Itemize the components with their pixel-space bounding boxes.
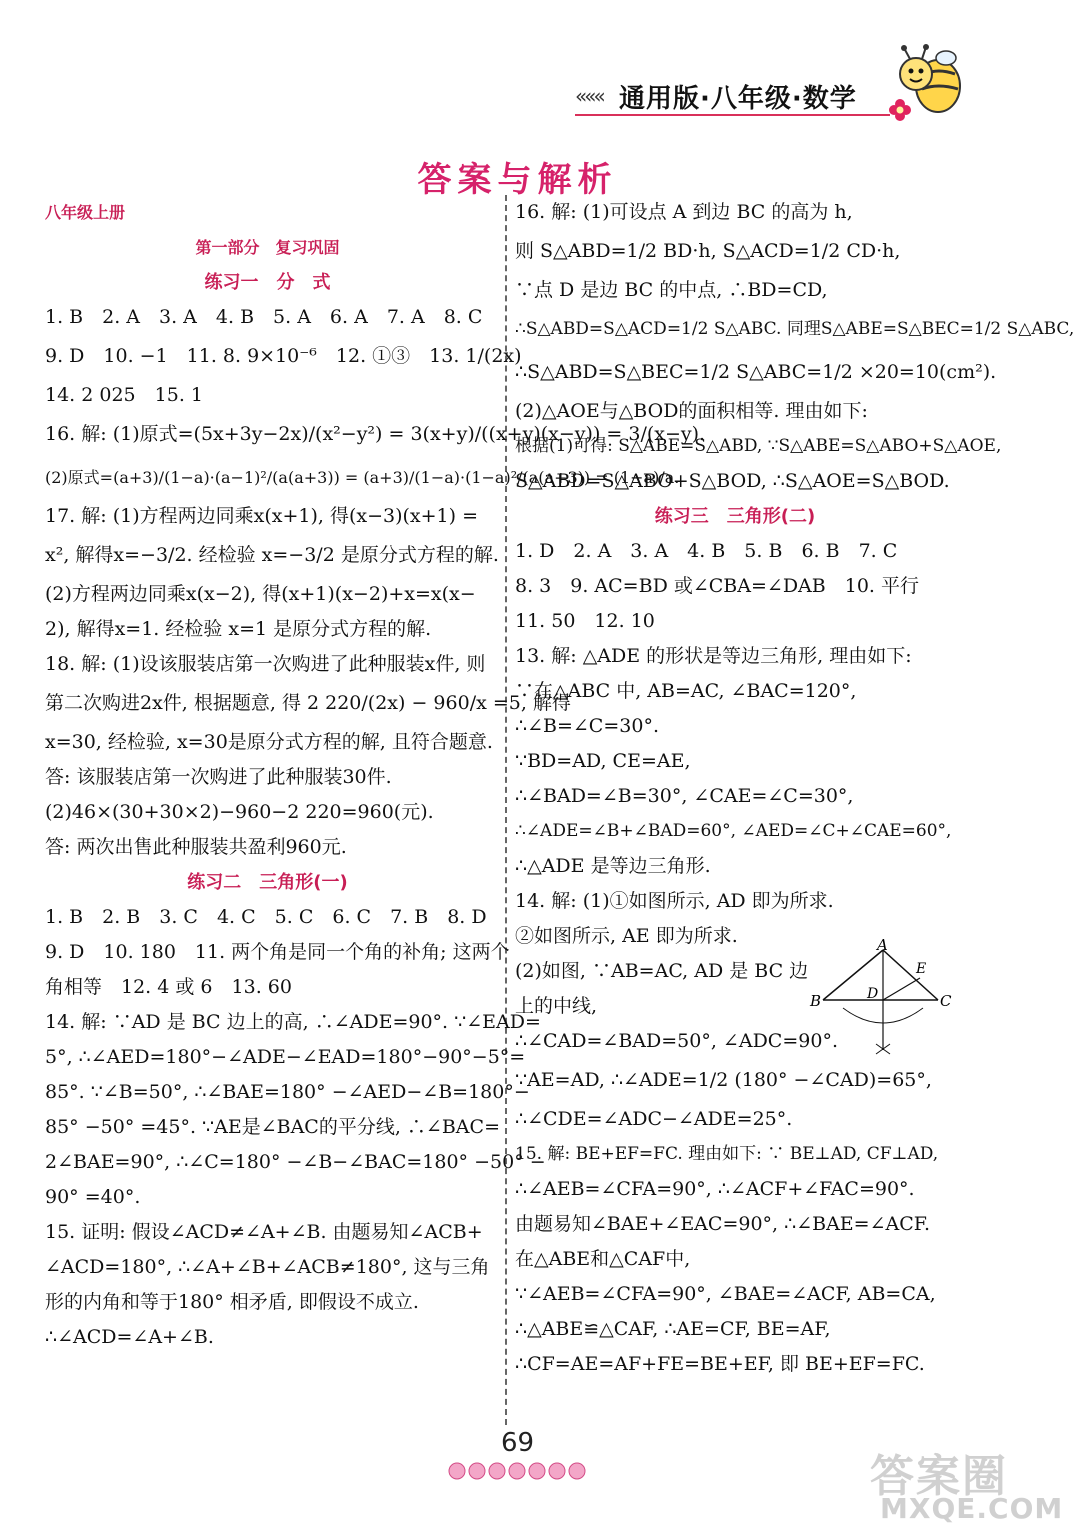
answer-line: 2), 解得x=1. 经检验 x=1 是原分式方程的解. — [45, 618, 432, 640]
answer-line: x², 解得x=−3/2. 经检验 x=−3/2 是原分式方程的解. — [45, 544, 499, 566]
answer-line: 第二次购进2x件, 根据题意, 得 2 220/(2x) − 960/x =5, 解得 — [45, 692, 571, 714]
answer-line: 8. 3 9. AC=BD 或∠CBA=∠DAB 10. 平行 — [515, 575, 919, 597]
answer-line: 16. 解: (1)原式=(5x+3y−2x)/(x²−y²) = 3(x+y)/((x+y)(x−y)) = 3/(x−y). — [45, 423, 706, 445]
answer-line: ∵AE=AD, ∴∠ADE=1/2 (180° −∠CAD)=65°, — [515, 1069, 932, 1091]
answer-line: 答: 两次出售此种服装共盈利960元. — [45, 836, 347, 858]
watermark — [870, 1440, 1064, 1530]
answer-line: 16. 解: (1)可设点 A 到边 BC 的高为 h, — [515, 201, 853, 223]
answer-line: 18. 解: (1)设该服装店第一次购进了此种服装x件, 则 — [45, 653, 486, 675]
right-column — [515, 195, 1074, 1382]
header-arrows: ««« — [575, 84, 603, 108]
answer-line: 形的内角和等于180° 相矛盾, 即假设不成立. — [45, 1291, 419, 1313]
label-c: C — [940, 992, 952, 1010]
answer-line: (2)原式=(a+3)/(1−a)·(a−1)²/(a(a+3)) = (a+3)/(1−a)·(1−a)²/(a(a+3)) = (1−a)/a. — [45, 468, 680, 487]
answer-line: ∴CF=AE=AF+FE=BE+EF, 即 BE+EF=FC. — [515, 1353, 925, 1375]
answer-line: 9. D 10. 180 11. 两个角是同一个角的补角; 这两个 — [45, 941, 510, 963]
answer-line: (2)如图, ∵AB=AC, AD 是 BC 边 — [515, 960, 809, 982]
answer-line: 1. B 2. B 3. C 4. C 5. C 6. C 7. B 8. D — [45, 906, 487, 928]
answer-line: ∴∠B=∠C=30°. — [515, 715, 659, 737]
flower-border-icon — [445, 1458, 590, 1484]
section-heading-2: 练习二 三角形(一) — [187, 872, 348, 893]
answer-line: ∵∠AEB=∠CFA=90°, ∠BAE=∠ACF, AB=CA, — [515, 1283, 936, 1305]
section-heading-1: 练习一 分 式 — [204, 272, 331, 293]
running-header — [575, 72, 895, 116]
answer-line: 14. 2 025 15. 1 — [45, 384, 203, 406]
answer-line: 在△ABE和△CAF中, — [515, 1248, 691, 1270]
answer-line: x=30, 经检验, x=30是原分式方程的解, 且符合题意. — [45, 731, 493, 753]
watermark-main: 答案圈 — [870, 1451, 1008, 1502]
label-d: D — [867, 986, 879, 1002]
answer-line: 90° =40°. — [45, 1186, 141, 1208]
answer-line: 15. 解: BE+EF=FC. 理由如下: ∵ BE⊥AD, CF⊥AD, — [515, 1144, 939, 1164]
answer-line: 2∠BAE=90°, ∴∠C=180° −∠B−∠BAC=180° −50° − — [45, 1151, 546, 1173]
answer-line: ∴∠AEB=∠CFA=90°, ∴∠ACF+∠FAC=90°. — [515, 1178, 915, 1200]
header-text: 通用版·八年级·数学 — [619, 84, 857, 114]
page-footer — [430, 1428, 605, 1488]
label-a: A — [877, 936, 888, 954]
answer-line: 85°. ∵∠B=50°, ∴∠BAE=180° −∠AED−∠B=180°− — [45, 1081, 530, 1103]
answer-line: 14. 解: ∵AD 是 BC 边上的高, ∴∠ADE=90°. ∵∠EAD= — [45, 1011, 541, 1033]
header-underline — [575, 114, 890, 116]
answer-line: 则 S△ABD=1/2 BD·h, S△ACD=1/2 CD·h, — [515, 240, 901, 262]
answer-line: 上的中线, — [515, 995, 598, 1017]
answer-line: 15. 证明: 假设∠ACD≠∠A+∠B. 由题易知∠ACB+ — [45, 1221, 483, 1243]
answer-line: 85° −50° =45°. ∵AE是∠BAC的平分线, ∴∠BAC= — [45, 1116, 500, 1138]
answer-line: ∴∠ADE=∠B+∠BAD=60°, ∠AED=∠C+∠CAE=60°, — [515, 821, 952, 841]
column-divider — [505, 195, 507, 1425]
answer-line: ②如图所示, AE 即为所求. — [515, 925, 738, 947]
answer-line: (2)方程两边同乘x(x−2), 得(x+1)(x−2)+x=x(x− — [45, 583, 476, 605]
answer-line: 14. 解: (1)①如图所示, AD 即为所求. — [515, 890, 834, 912]
answer-line: ∠ACD=180°, ∴∠A+∠B+∠ACB≠180°, 这与三角 — [45, 1256, 490, 1278]
triangle-figure — [808, 938, 958, 1058]
answer-line: (2)△AOE与△BOD的面积相等. 理由如下: — [515, 400, 868, 422]
answer-line: ∴S△ABD=S△ACD=1/2 S△ABC. 同理S△ABE=S△BEC=1/2 S△ABC, — [515, 319, 1074, 339]
answer-line: S△ABD=S△ABO+S△BOD, ∴S△AOE=S△BOD. — [515, 470, 950, 492]
answer-line: ∴∠CAD=∠BAD=50°, ∠ADC=90°. — [515, 1030, 838, 1052]
answer-line: ∵点 D 是边 BC 的中点, ∴BD=CD, — [515, 279, 828, 301]
answer-line: 11. 50 12. 10 — [515, 610, 655, 632]
section-heading-3: 练习三 三角形(二) — [654, 506, 816, 527]
answer-line: ∴∠CDE=∠ADC−∠ADE=25°. — [515, 1108, 793, 1130]
answer-line: ∴△ABE≌△CAF, ∴AE=CF, BE=AF, — [515, 1318, 831, 1340]
answer-line: 17. 解: (1)方程两边同乘x(x+1), 得(x−3)(x+1) = — [45, 505, 479, 527]
answer-line: ∴△ADE 是等边三角形. — [515, 855, 711, 877]
answer-line: 1. D 2. A 3. A 4. B 5. B 6. B 7. C — [515, 540, 898, 562]
page-title: 答案与解析 — [417, 160, 618, 200]
answer-line: 由题易知∠BAE+∠EAC=90°, ∴∠BAE=∠ACF. — [515, 1213, 931, 1235]
answer-line: 答: 该服装店第一次购进了此种服装30件. — [45, 766, 392, 788]
answer-line: 5°, ∴∠AED=180°−∠ADE−∠EAD=180°−90°−5°= — [45, 1046, 526, 1068]
answer-line: ∵在△ABC 中, AB=AC, ∠BAC=120°, — [515, 680, 857, 702]
answer-line: 1. B 2. A 3. A 4. B 5. A 6. A 7. A 8. C — [45, 306, 483, 328]
answer-line: 9. D 10. −1 11. 8. 9×10⁻⁶ 12. ①③ 13. 1/(2x) — [45, 345, 522, 367]
answer-line: ∴∠ACD=∠A+∠B. — [45, 1326, 214, 1348]
answer-line: ∴S△ABD=S△BEC=1/2 S△ABC=1/2 ×20=10(cm²). — [515, 361, 997, 383]
bee-mascot-icon — [880, 44, 970, 124]
part-heading: 第一部分 复习巩固 — [195, 238, 340, 257]
answer-line: (2)46×(30+30×2)−960−2 220=960(元). — [45, 801, 434, 823]
page-number: 69 — [500, 1428, 535, 1458]
answer-line: ∵BD=AD, CE=AE, — [515, 750, 691, 772]
answer-line: 角相等 12. 4 或 6 13. 60 — [45, 976, 292, 998]
answer-line: ∴∠BAD=∠B=30°, ∠CAE=∠C=30°, — [515, 785, 854, 807]
watermark-sub: MXQE.COM — [880, 1492, 1064, 1525]
label-e: E — [916, 961, 927, 977]
answer-line: 根据(1)可得: S△ABE=S△ABD, ∵S△ABE=S△ABO+S△AOE, — [515, 436, 1002, 456]
answer-line: 13. 解: △ADE 的形状是等边三角形, 理由如下: — [515, 645, 912, 667]
label-b: B — [810, 992, 822, 1010]
grade-heading: 八年级上册 — [45, 203, 126, 222]
